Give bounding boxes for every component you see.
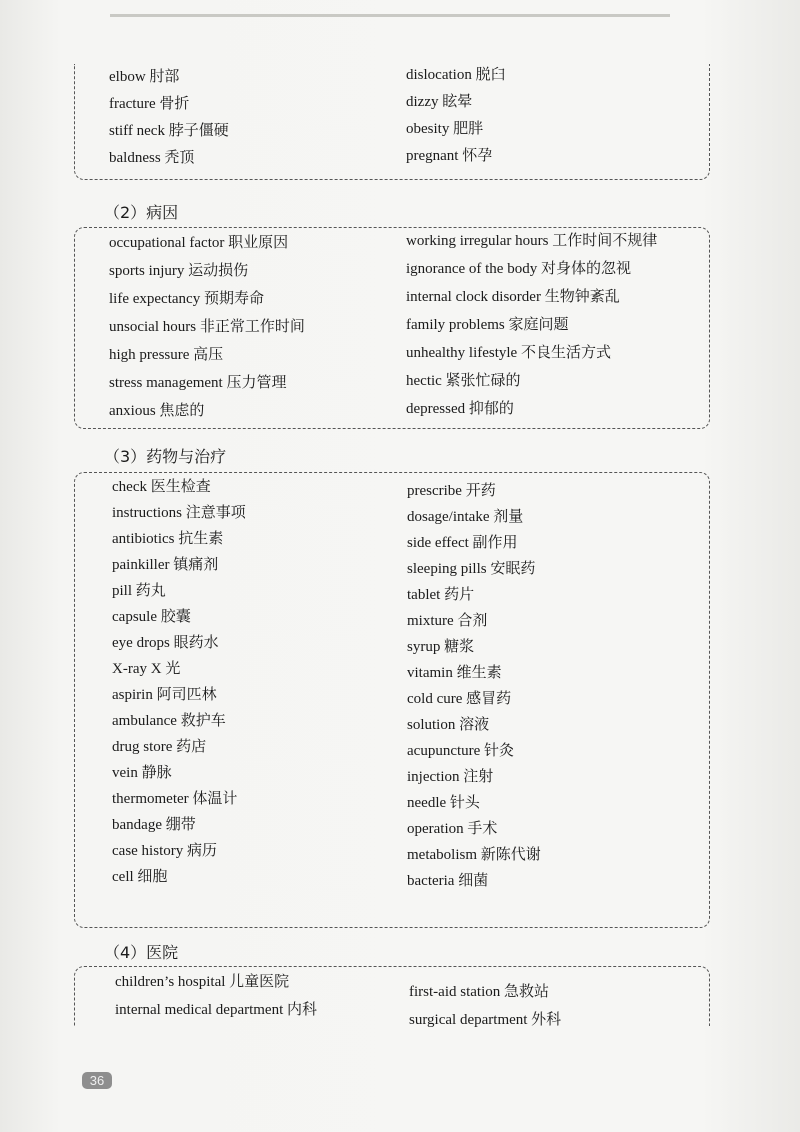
- vocab-entry: internal medical department 内科: [115, 1002, 318, 1018]
- vocab-entry: pregnant 怀孕: [406, 148, 493, 164]
- vocab-entry: case history 病历: [112, 843, 217, 859]
- vocab-entry: ignorance of the body 对身体的忽视: [406, 261, 631, 277]
- symptoms-box: [74, 64, 710, 180]
- vocab-entry: anxious 焦虑的: [109, 403, 205, 419]
- vocab-entry: obesity 肥胖: [406, 121, 484, 137]
- page-number: 36: [82, 1072, 112, 1089]
- vocab-entry: cell 细胞: [112, 869, 168, 885]
- causes-left-column: [109, 236, 305, 419]
- vocab-entry: aspirin 阿司匹林: [112, 687, 217, 703]
- vocab-entry: high pressure 高压: [109, 347, 224, 363]
- vocab-entry: syrup 糖浆: [407, 639, 475, 655]
- vocab-entry: cold cure 感冒药: [407, 691, 512, 707]
- hospital-right-column: [409, 985, 561, 1028]
- vocab-entry: fracture 骨折: [109, 96, 190, 112]
- vocab-entry: X-ray X 光: [112, 661, 181, 677]
- vocab-entry: internal clock disorder 生物钟紊乱: [406, 289, 620, 305]
- vocab-entry: elbow 肘部: [109, 69, 180, 85]
- vocab-entry: solution 溶液: [407, 717, 490, 733]
- vocab-entry: children’s hospital 儿童医院: [115, 974, 290, 990]
- vocab-entry: capsule 胶囊: [112, 609, 191, 625]
- vocab-entry: antibiotics 抗生素: [112, 531, 224, 547]
- vocab-entry: bacteria 细菌: [407, 873, 489, 889]
- vocab-entry: first-aid station 急救站: [409, 984, 549, 1000]
- vocab-entry: dislocation 脱臼: [406, 67, 506, 83]
- top-rule: [110, 14, 670, 17]
- medicine-right-column: [407, 484, 541, 889]
- section-title-hospital: （4）医院: [104, 943, 179, 962]
- vocab-entry: thermometer 体温计: [112, 791, 238, 807]
- section-title-causes: （2）病因: [104, 203, 179, 222]
- hospital-box: [74, 966, 710, 1026]
- vocab-entry: dizzy 眩晕: [406, 94, 473, 110]
- vocab-entry: metabolism 新陈代谢: [407, 847, 541, 863]
- vocab-entry: acupuncture 针灸: [407, 743, 515, 759]
- symptoms-left-column: [109, 70, 229, 166]
- vocab-entry: eye drops 眼药水: [112, 635, 219, 651]
- vocab-entry: stiff neck 脖子僵硬: [109, 123, 229, 139]
- vocab-entry: needle 针头: [407, 795, 480, 811]
- vocab-entry: operation 手术: [407, 821, 498, 837]
- vocab-entry: hectic 紧张忙碌的: [406, 373, 521, 389]
- vocab-entry: painkiller 镇痛剂: [112, 557, 219, 573]
- causes-box: [74, 227, 710, 429]
- vocab-entry: vein 静脉: [112, 765, 172, 781]
- vocab-entry: vitamin 维生素: [407, 665, 502, 681]
- vocab-entry: stress management 压力管理: [109, 375, 287, 391]
- vocab-entry: drug store 药店: [112, 739, 207, 755]
- vocab-entry: sleeping pills 安眠药: [407, 561, 536, 577]
- vocab-entry: pill 药丸: [112, 583, 166, 599]
- vocab-entry: depressed 抑郁的: [406, 401, 514, 417]
- vocab-entry: unhealthy lifestyle 不良生活方式: [406, 345, 611, 361]
- vocab-entry: side effect 副作用: [407, 535, 518, 551]
- vocab-entry: tablet 药片: [407, 587, 475, 603]
- vocab-entry: check 医生检查: [112, 479, 211, 495]
- hospital-left-column: [115, 975, 317, 1018]
- causes-right-column: [406, 234, 657, 417]
- vocab-entry: prescribe 开药: [407, 483, 496, 499]
- vocab-entry: bandage 绷带: [112, 817, 196, 833]
- medicine-box: [74, 472, 710, 928]
- vocab-entry: life expectancy 预期寿命: [109, 291, 264, 307]
- medicine-left-column: [112, 480, 246, 885]
- vocab-entry: dosage/intake 剂量: [407, 509, 524, 525]
- section-title-medicine: （3）药物与治疗: [104, 447, 227, 466]
- vocab-entry: injection 注射: [407, 769, 494, 785]
- vocab-entry: unsocial hours 非正常工作时间: [109, 319, 305, 335]
- vocab-entry: ambulance 救护车: [112, 713, 226, 729]
- vocab-entry: baldness 秃顶: [109, 150, 195, 166]
- vocab-entry: surgical department 外科: [409, 1012, 562, 1028]
- symptoms-right-column: [406, 68, 506, 164]
- vocab-entry: sports injury 运动损伤: [109, 263, 249, 279]
- vocab-entry: instructions 注意事项: [112, 505, 246, 521]
- vocab-entry: working irregular hours 工作时间不规律: [406, 233, 658, 249]
- vocab-entry: mixture 合剂: [407, 613, 488, 629]
- vocab-entry: family problems 家庭问题: [406, 317, 569, 333]
- vocab-entry: occupational factor 职业原因: [109, 235, 289, 251]
